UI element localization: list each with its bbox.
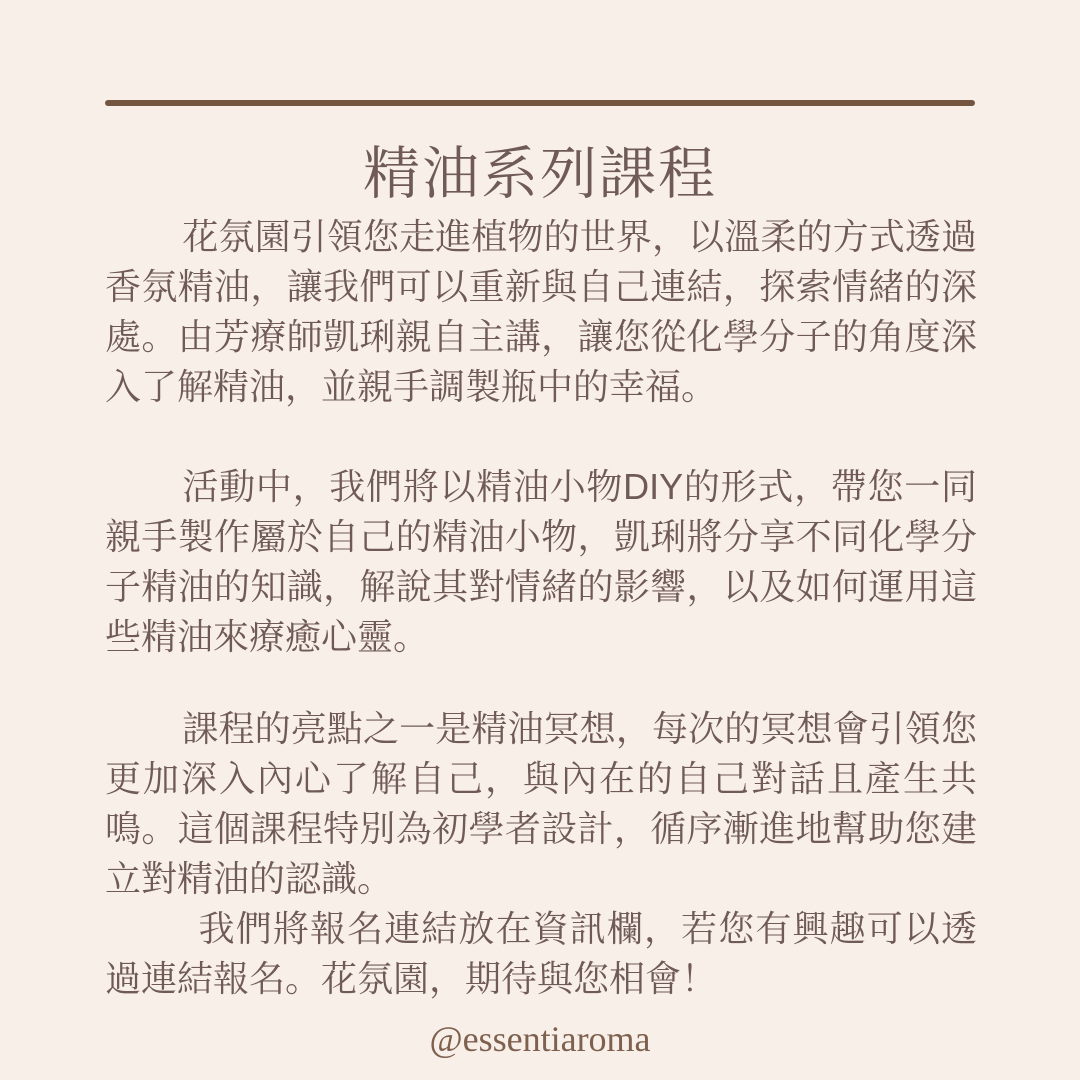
- paragraph-intro: 花氛園引領您走進植物的世界，以溫柔的方式透過香氛精油，讓我們可以重新與自己連結，探索情緒的深處。由芳療師凱琍親自主講，讓您從化學分子的角度深入了解精油，並親手調製瓶中的幸福。: [105, 216, 977, 407]
- top-divider-rule: [105, 100, 975, 106]
- page-title: 精油系列課程: [363, 142, 717, 206]
- paragraph-signup: 我們將報名連結放在資訊欄，若您有興趣可以透過連結報名。花氛園，期待與您相會！: [105, 908, 977, 999]
- paragraph-activity: 活動中，我們將以精油小物DIY的形式，帶您一同親手製作屬於自己的精油小物，凱琍將分享不同化學分子精油的知識，解說其對情緒的影響，以及如何運用這些精油來療癒心靈。: [105, 466, 977, 657]
- instagram-handle: @essentiaroma: [429, 1019, 651, 1059]
- paragraph-highlight: 課程的亮點之一是精油冥想，每次的冥想會引領您更加深入內心了解自己，與內在的自己對話且產生共鳴。這個課程特別為初學者設計，循序漸進地幫助您建立對精油的認識。: [105, 708, 977, 899]
- article-body: [105, 212, 977, 1004]
